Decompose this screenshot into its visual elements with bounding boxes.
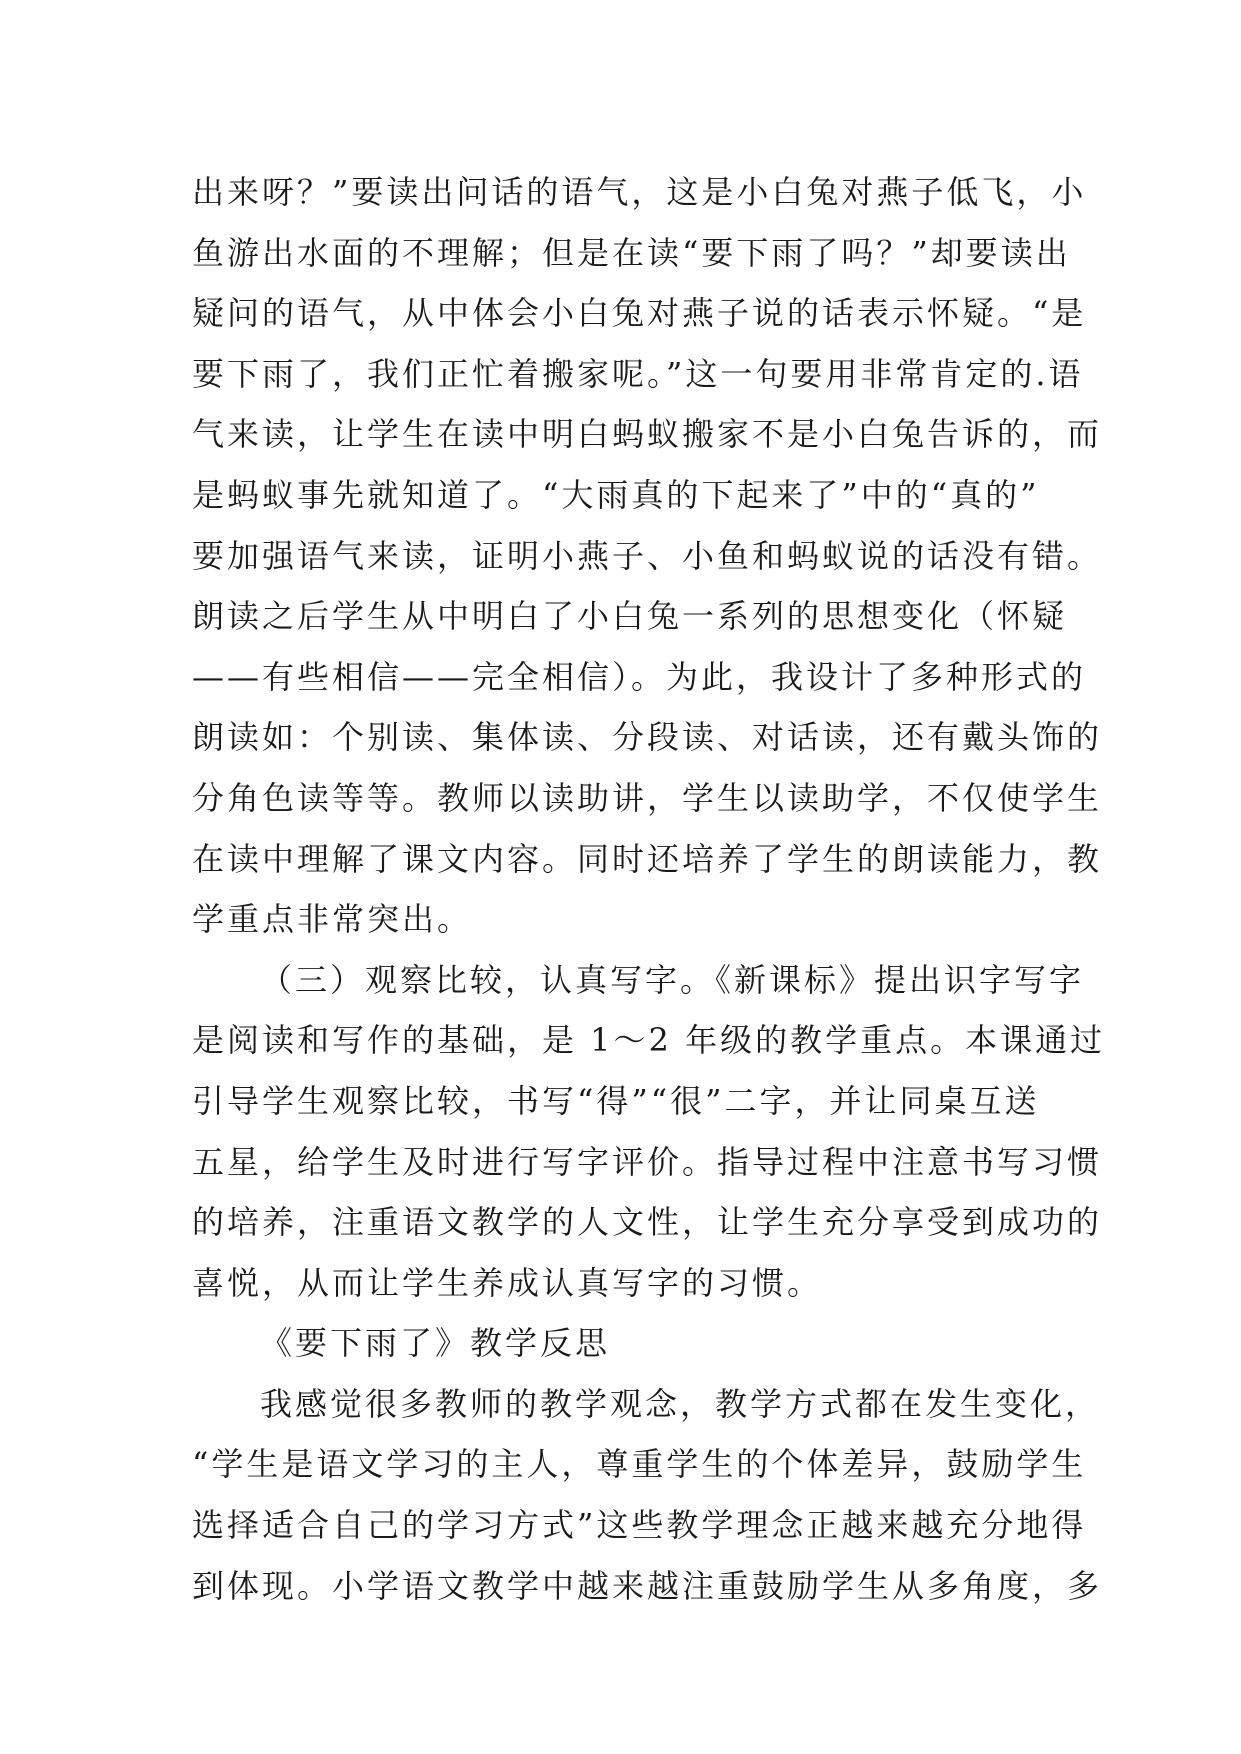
text-line: 的培养，注重语文教学的人文性，让学生充分享受到成功的: [192, 1203, 1103, 1242]
text-line: 是蚂蚁事先就知道了。“大雨真的下起来了”中的“真的”: [192, 475, 1040, 514]
text-line: 喜悦，从而让学生养成认真写字的习惯。: [192, 1263, 823, 1302]
text-line: 选择适合自己的学习方式”这些教学理念正越来越充分地得: [192, 1506, 1087, 1545]
text-line: 疑问的语气，从中体会小白兔对燕子说的话表示怀疑。“是: [192, 294, 1087, 333]
text-line: 引导学生观察比较，书写“得”“很”二字，并让同桌互送: [192, 1081, 1040, 1120]
text-line: 朗读如：个别读、集体读、分段读、对话读，还有戴头饰的: [192, 718, 1103, 757]
text-line: 学重点非常突出。: [192, 900, 473, 939]
text-line: ——有些相信——完全相信）。为此，我设计了多种形式的: [192, 657, 1087, 696]
text-line: 五星，给学生及时进行写字评价。指导过程中注意书写习惯: [192, 1142, 1103, 1181]
text-line: 到体现。小学语文教学中越来越注重鼓励学生从多角度，多: [192, 1566, 1103, 1605]
text-line: 气来读，让学生在读中明白蚂蚁搬家不是小白兔告诉的，而: [192, 415, 1103, 454]
text-line: 朗读之后学生从中明白了小白兔一系列的思想变化（怀疑: [192, 597, 1068, 636]
text-line: 在读中理解了课文内容。同时还培养了学生的朗读能力，教: [192, 839, 1103, 878]
text-line: 分角色读等等。教师以读助讲，学生以读助学，不仅使学生: [192, 778, 1103, 817]
text-line: 鱼游出水面的不理解；但是在读“要下雨了吗？”却要读出: [192, 233, 1071, 272]
text-line: 要下雨了，我们正忙着搬家呢。”这一句要用非常肯定的.语: [192, 354, 1084, 393]
text-line: “学生是语文学习的主人，尊重学生的个体差异，鼓励学生: [192, 1445, 1087, 1484]
section-heading-line: （三）观察比较，认真写字。《新课标》提出识字写字: [260, 960, 1085, 999]
body-text: [192, 162, 1106, 1616]
title-line: 《要下雨了》教学反思: [260, 1324, 611, 1363]
text-line: 出来呀？”要读出问话的语气，这是小白兔对燕子低飞，小: [192, 173, 1087, 211]
text-line: 是阅读和写作的基础，是 1～2 年级的教学重点。本课通过: [192, 1021, 1106, 1060]
text-line: 我感觉很多教师的教学观念，教学方式都在发生变化，: [260, 1384, 1101, 1423]
text-line: 要加强语气来读，证明小燕子、小鱼和蚂蚁说的话没有错。: [192, 536, 1103, 575]
